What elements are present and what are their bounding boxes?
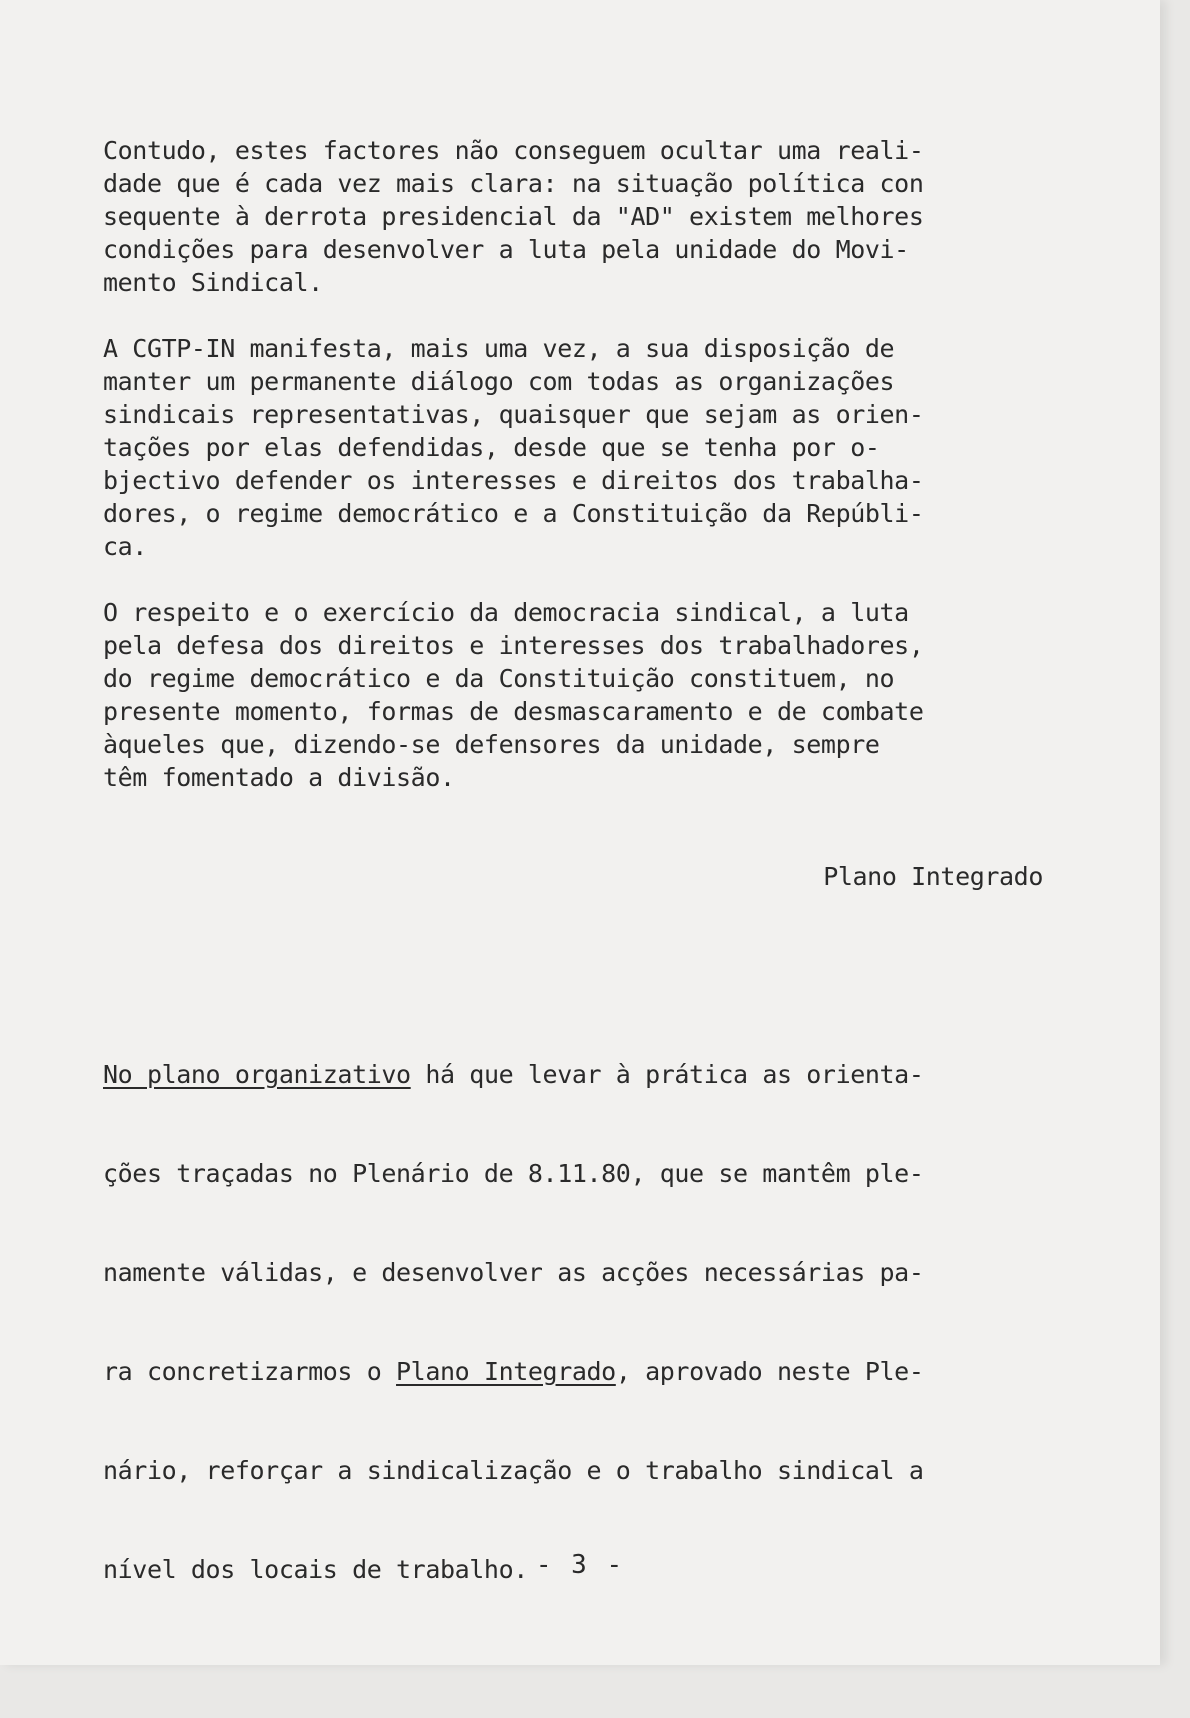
text-line: Contudo, estes factores não conseguem ocultar uma reali- — [103, 136, 924, 165]
paragraph-1 — [103, 134, 1043, 299]
text-line — [103, 1355, 1043, 1388]
text-line: manter um permanente diálogo com todas as organizações — [103, 367, 895, 396]
text-segment: ra concretizarmos o — [103, 1357, 397, 1386]
text-line: bjectivo defender os interesses e direitos dos trabalha- — [103, 466, 924, 495]
document-body — [103, 68, 1043, 1718]
text-line: nário, reforçar a sindicalização e o trabalho sindical a — [103, 1456, 924, 1485]
text-line: ções traçadas no Plenário de 8.11.80, que se mantêm ple- — [103, 1159, 924, 1188]
text-line: do regime democrático e da Constituição constituem, no — [103, 664, 895, 693]
text-line: mento Sindical. — [103, 268, 323, 297]
text-line: nível dos locais de trabalho. — [103, 1555, 528, 1584]
text-line: dores, o regime democrático e a Constituição da Repúbli- — [103, 499, 924, 528]
paragraph-3 — [103, 596, 1043, 794]
text-line: pela defesa dos direitos e interesses dos trabalhadores, — [103, 631, 924, 660]
text-line: presente momento, formas de desmascaramento e de combate — [103, 697, 924, 726]
text-line — [103, 1058, 1043, 1091]
text-segment: , aprovado neste Ple- — [615, 1357, 924, 1386]
text-line: A CGTP-IN manifesta, mais uma vez, a sua disposição de — [103, 334, 895, 363]
text-line: àqueles que, dizendo-se defensores da unidade, sempre — [103, 730, 880, 759]
text-line: sequente à derrota presidencial da "AD" existem melhores — [103, 202, 924, 231]
text-line: condições para desenvolver a luta pela unidade do Movi- — [103, 235, 909, 264]
text-line: tações por elas defendidas, desde que se tenha por o- — [103, 433, 880, 462]
underlined-phrase: No plano organizativo — [103, 1060, 411, 1089]
page-number: - 3 - — [535, 1550, 625, 1580]
text-segment: há que levar à prática as orienta- — [410, 1060, 924, 1089]
text-line: namente válidas, e desenvolver as acções necessárias pa- — [103, 1258, 924, 1287]
text-line: O respeito e o exercício da democracia sindical, a luta — [103, 598, 909, 627]
text-line: têm fomentado a divisão. — [103, 763, 455, 792]
text-line: ca. — [103, 532, 147, 561]
section-heading: Plano Integrado — [823, 862, 1043, 891]
text-line: dade que é cada vez mais clara: na situação política con — [103, 169, 924, 198]
text-line: sindicais representativas, quaisquer que sejam as orien- — [103, 400, 924, 429]
underlined-phrase: Plano Integrado — [396, 1357, 616, 1386]
section-heading-block — [103, 860, 1043, 893]
paragraph-2 — [103, 332, 1043, 563]
